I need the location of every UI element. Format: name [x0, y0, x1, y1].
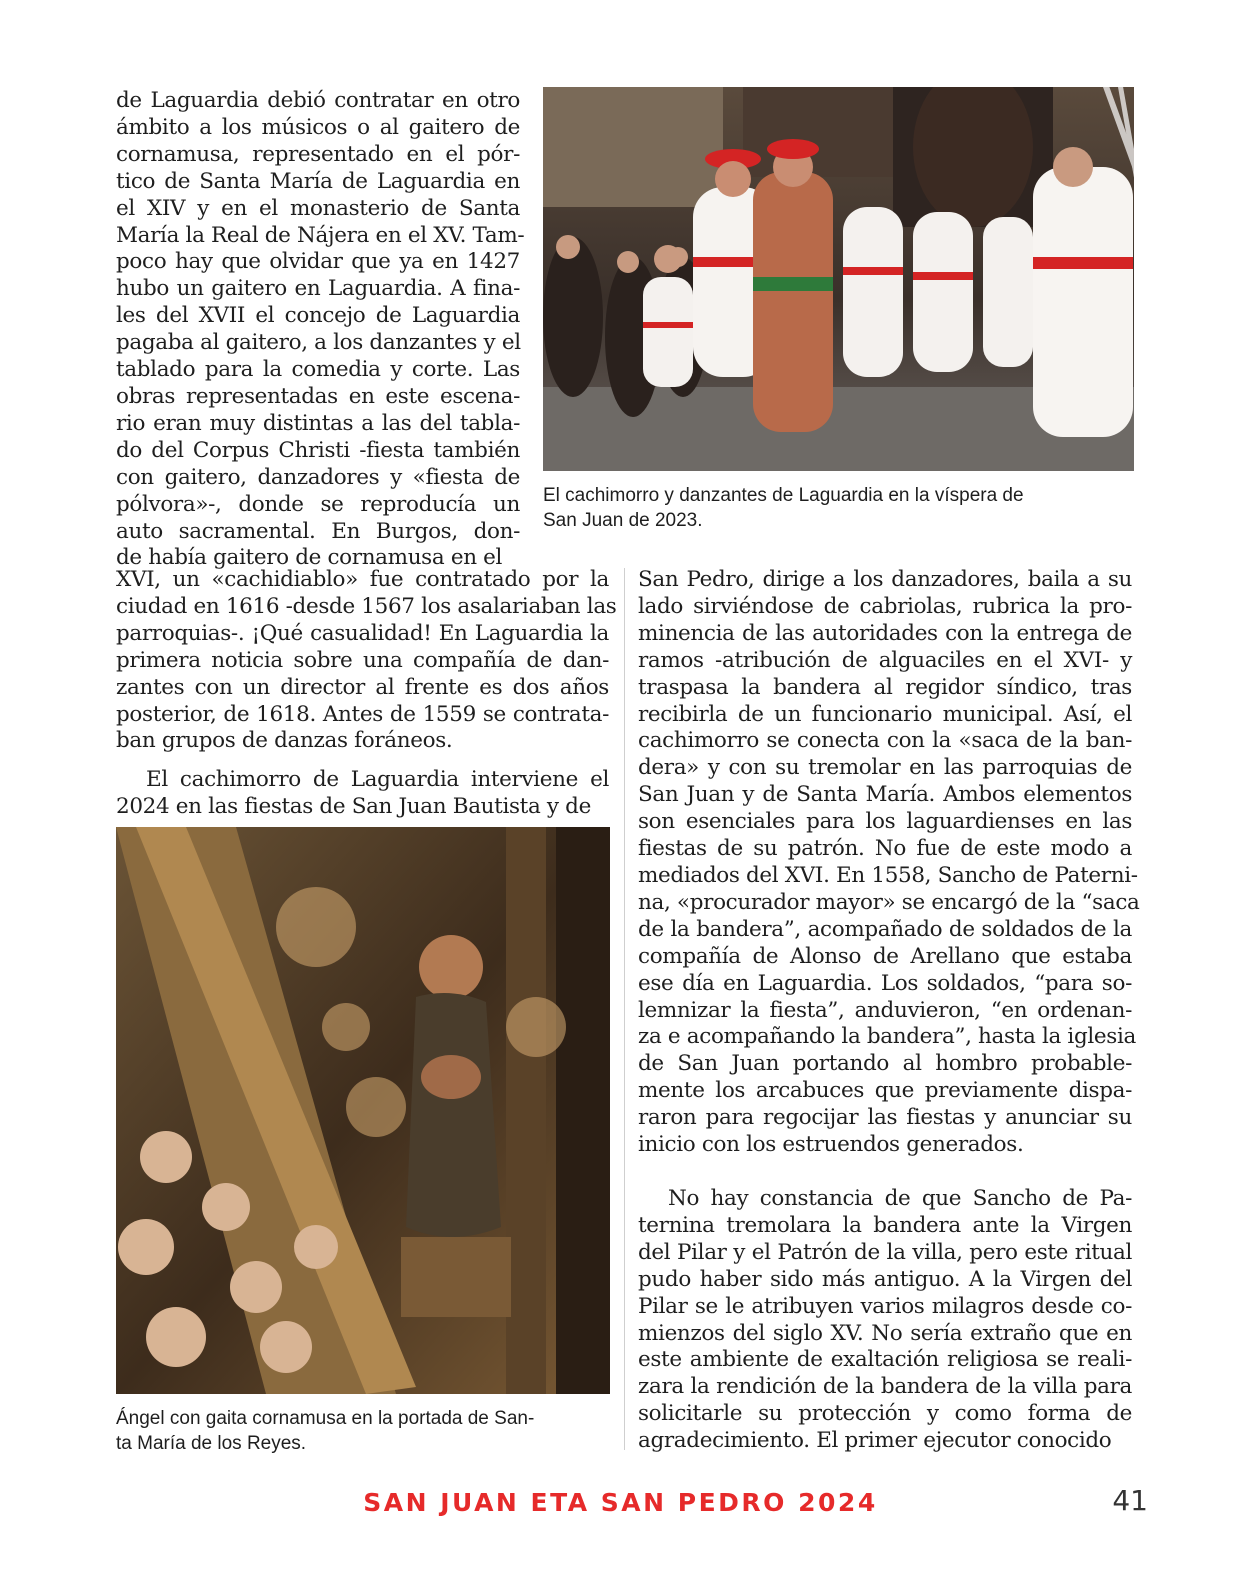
dancers-photo-image — [543, 87, 1134, 471]
text-line: San Pedro, dirige a los danzadores, baila a su — [638, 567, 1132, 592]
text-line: zantes con un director al frente es dos años — [116, 674, 609, 700]
text-line: del Pilar y el Patrón de la villa, pero este ritual — [638, 1239, 1132, 1265]
text-line: de Laguardia debió contratar en otro — [116, 88, 520, 113]
text-line: Ángel con gaita cornamusa en la portada de San- — [116, 1408, 535, 1429]
column-right-para2 — [638, 1186, 1132, 1455]
text-line: tico de Santa María de Laguardia en — [116, 168, 520, 194]
column-left-top — [116, 88, 525, 572]
text-line: primera noticia sobre una compañía de dan- — [116, 647, 609, 673]
angel-photo-caption — [116, 1406, 616, 1456]
text-line: 2024 en las fiestas de San Juan Bautista y de — [116, 793, 591, 819]
text-line: No hay constancia de que Sancho de Pa- — [668, 1186, 1132, 1211]
dancers-photo-caption — [543, 483, 1143, 533]
text-line: pudo haber sido más antiguo. A la Virgen del — [638, 1266, 1132, 1292]
text-line: de había gaitero de cornamusa en el — [116, 545, 503, 571]
text-line: pagaba al gaitero, a los danzantes y el — [116, 330, 521, 356]
text-line: cornamusa, representado en el pór- — [116, 141, 520, 167]
angel-photo — [116, 827, 610, 1394]
text-line: posterior, de 1618. Antes de 1559 se contrata- — [116, 701, 609, 727]
dancers-photo — [543, 87, 1134, 471]
text-line: cachimorro se conecta con la «saca de la ban- — [638, 728, 1132, 754]
text-line: rio eran muy distintas a las del tabla- — [116, 410, 520, 436]
text-line: ciudad en 1616 -desde 1567 los asalariaban las — [116, 593, 617, 619]
text-line: obras representadas en este escena- — [116, 383, 520, 409]
column-left-para2 — [116, 767, 609, 821]
text-line: les del XVII el concejo de Laguardia — [116, 303, 520, 329]
text-line: El cachimorro de Laguardia interviene el — [146, 767, 609, 792]
text-line: lemnizar la fiesta”, anduvieron, “en ordenan- — [638, 997, 1132, 1023]
text-line: za e acompañando la bandera”, hasta la iglesia — [638, 1024, 1136, 1050]
text-line: San Juan y de Santa María. Ambos elementos — [638, 782, 1132, 808]
text-line: este ambiente de exaltación religiosa se reali- — [638, 1347, 1132, 1373]
text-line: minencia de las autoridades con la entrega de — [638, 620, 1132, 646]
text-line: con gaitero, danzadores y «fiesta de — [116, 464, 520, 490]
text-line: mente los arcabuces que previamente dispa- — [638, 1078, 1132, 1104]
text-line: do del Corpus Christi -fiesta también — [116, 437, 520, 463]
footer-title: SAN JUAN ETA SAN PEDRO 2024 — [363, 1488, 878, 1517]
text-line: mediados del XVI. En 1558, Sancho de Paterni- — [638, 862, 1138, 888]
text-line: tablado para la comedia y corte. Las — [116, 357, 520, 383]
text-line: de San Juan portando al hombro probable- — [638, 1051, 1132, 1077]
text-line: na, «procurador mayor» se encargó de la “saca — [638, 889, 1140, 915]
text-line: dera» y con su tremolar en las parroquias de — [638, 755, 1132, 781]
column-left-mid — [116, 567, 617, 755]
text-line: ámbito a los músicos o al gaitero de — [116, 114, 520, 140]
text-line: compañía de Alonso de Arellano que estaba — [638, 943, 1132, 969]
text-line: hubo un gaitero en Laguardia. A fina- — [116, 276, 520, 302]
text-line: recibirla de un funcionario municipal. Así, el — [638, 701, 1132, 727]
text-line: traspasa la bandera al regidor síndico, tras — [638, 674, 1132, 700]
text-line: San Juan de 2023. — [543, 510, 703, 531]
page-number: 41 — [1112, 1484, 1148, 1517]
text-line: parroquias-. ¡Qué casualidad! En Laguardia la — [116, 620, 609, 646]
text-line: el XIV y en el monasterio de Santa — [116, 195, 520, 221]
text-line: lado sirviéndose de cabriolas, rubrica la pro- — [638, 593, 1132, 619]
text-line: ternina tremolara la bandera ante la Virgen — [638, 1212, 1132, 1238]
text-line: ramos -atribución de alguaciles en el XVI- y — [638, 647, 1132, 673]
text-line: ese día en Laguardia. Los soldados, “para so- — [638, 970, 1132, 996]
text-line: fiestas de su patrón. No fue de este modo a — [638, 836, 1132, 862]
text-line: ta María de los Reyes. — [116, 1433, 307, 1454]
text-line: solicitarle su protección y como forma de — [638, 1401, 1132, 1427]
text-line: agradecimiento. El primer ejecutor conocido — [638, 1428, 1112, 1454]
text-line: Pilar se le atribuyen varios milagros desde co- — [638, 1293, 1132, 1319]
text-line: de la bandera”, acompañado de soldados de la — [638, 916, 1132, 942]
text-line: auto sacramental. En Burgos, don- — [116, 518, 520, 544]
column-right-para1 — [638, 567, 1140, 1159]
column-rule — [624, 568, 625, 1450]
text-line: raron para regocijar las fiestas y anunciar su — [638, 1105, 1132, 1131]
text-line: ban grupos de danzas foráneos. — [116, 728, 453, 754]
angel-photo-image — [116, 827, 610, 1394]
text-line: XVI, un «cachidiablo» fue contratado por la — [116, 567, 609, 592]
text-line: María la Real de Nájera en el XV. Tam- — [116, 222, 525, 248]
text-line: pólvora»-, donde se reproducía un — [116, 491, 520, 517]
text-line: inicio con los estruendos generados. — [638, 1132, 1024, 1158]
text-line: El cachimorro y danzantes de Laguardia en la víspera de — [543, 485, 1024, 506]
text-line: poco hay que olvidar que ya en 1427 — [116, 249, 520, 275]
text-line: mienzos del siglo XV. No sería extraño que en — [638, 1320, 1132, 1346]
text-line: son esenciales para los laguardienses en las — [638, 809, 1132, 835]
text-line: zara la rendición de la bandera de la villa para — [638, 1374, 1132, 1400]
